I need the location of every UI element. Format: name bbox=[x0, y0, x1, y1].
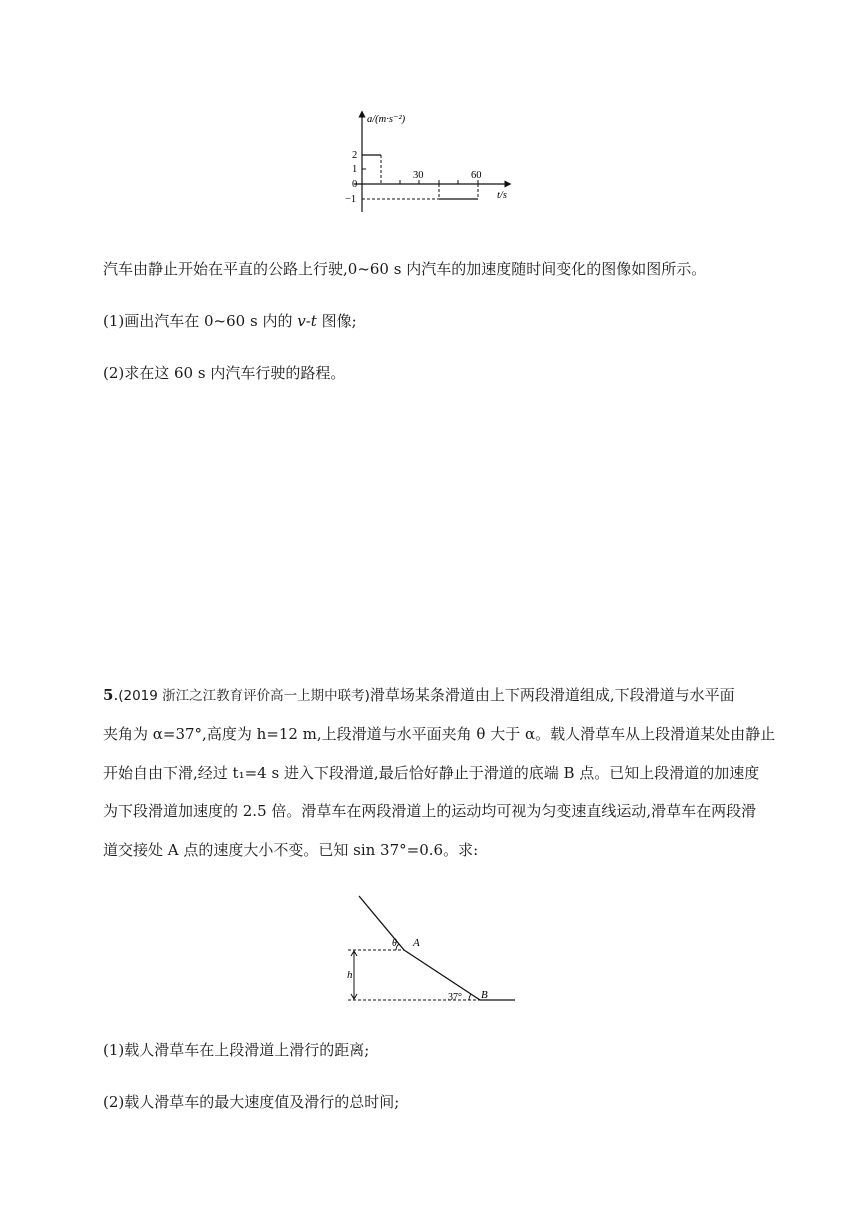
y-tick-label: 0 bbox=[352, 179, 358, 190]
label-h: h bbox=[347, 969, 353, 981]
problem5-line5: 道交接处 A 点的速度大小不变。已知 sin 37°=0.6。求: bbox=[103, 841, 479, 859]
incline-diagram bbox=[340, 890, 520, 1006]
acceleration-time-graph bbox=[340, 108, 530, 223]
problem4-q2: (2)求在这 60 s 内汽车行驶的路程。 bbox=[103, 364, 346, 382]
label-angle-37: 37° bbox=[448, 992, 462, 1003]
label-A: A bbox=[413, 937, 420, 949]
label-B: B bbox=[481, 989, 488, 1001]
problem5-line2: 夹角为 α=37°,高度为 h=12 m,上段滑道与水平面夹角 θ 大于 α。载人滑草车从上段滑道某处由静止 bbox=[103, 725, 776, 743]
y-tick-label: −1 bbox=[345, 194, 357, 205]
y-axis-label: a/(m·s⁻²) bbox=[367, 114, 406, 125]
problem5-q2: (2)载人滑草车的最大速度值及滑行的总时间; bbox=[103, 1093, 400, 1111]
x-tick-label: 60 bbox=[471, 170, 482, 181]
problem5-q1: (1)载人滑草车在上段滑道上滑行的距离; bbox=[103, 1041, 370, 1059]
problem5-line3: 开始自由下滑,经过 t₁=4 s 进入下段滑道,最后恰好静止于滑道的底端 B 点。已知上段滑道的加速度 bbox=[103, 764, 760, 782]
problem-source: (2019 浙江之江教育评价高一上期中联考) bbox=[118, 688, 370, 704]
y-tick-label: 2 bbox=[352, 150, 358, 161]
y-tick-label: 1 bbox=[352, 164, 358, 175]
problem4-q1: (1)画出汽车在 0~60 s 内的 v-t 图像; bbox=[103, 312, 357, 330]
x-axis-label: t/s bbox=[497, 190, 507, 201]
upper-slope bbox=[359, 896, 404, 950]
x-tick-label: 30 bbox=[413, 170, 424, 181]
question-number: 5 bbox=[103, 686, 114, 704]
label-theta: θ bbox=[392, 938, 397, 949]
problem4-intro: 汽车由静止开始在平直的公路上行驶,0~60 s 内汽车的加速度随时间变化的图像如图所示。 bbox=[103, 260, 707, 278]
lower-slope bbox=[404, 950, 480, 1000]
problem5-line1: 5.(2019 浙江之江教育评价高一上期中联考)滑草场某条滑道由上下两段滑道组成,下段滑道与水平面 bbox=[103, 686, 735, 704]
problem5-line4: 为下段滑道加速度的 2.5 倍。滑草车在两段滑道上的运动均可视为匀变速直线运动,滑草车在两段滑 bbox=[103, 802, 757, 820]
